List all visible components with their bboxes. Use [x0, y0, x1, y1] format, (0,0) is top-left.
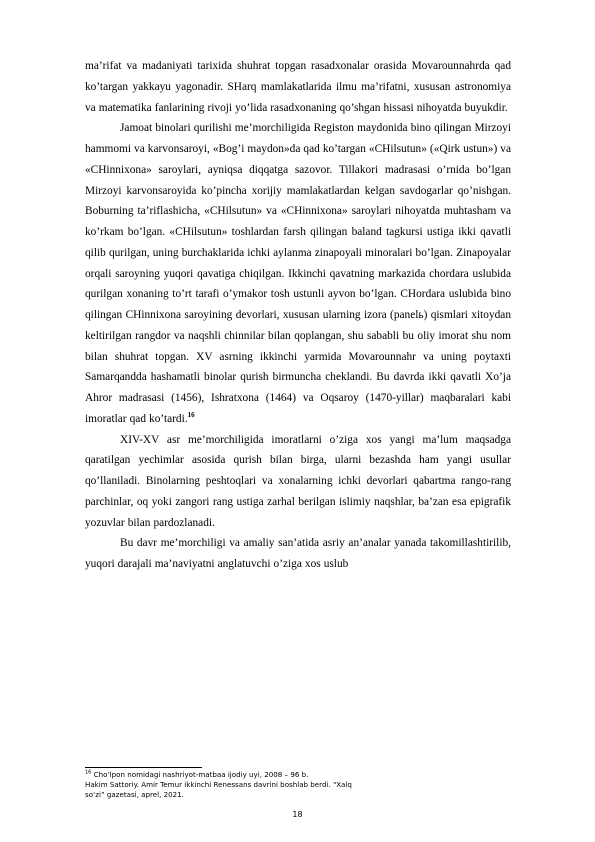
footnotes — [85, 770, 415, 801]
footnote-reference[interactable]: 16 — [187, 410, 195, 419]
paragraph-public-buildings — [85, 118, 511, 429]
page-number: 18 — [292, 810, 303, 819]
paragraph-text: Jamoat binolari qurilishi me’morchiligida Registon maydonida bino qilingan Mirzoyi hammomi va karvonsaroyi, «Bog’i maydon»da qad ko’targan «CHilsutun» («Qirk ustun») va «CHinnixona» saroylari, ayniqsa diqqatga sazovor. Tillakori madrasasi o’rnida bo’lgan Mirzoyi karvonsaroyida ko’pincha xorijiy mamlakatlardan kelgan savdogarlar qo’nishgan. Boburning ta’riflashicha, «CHilsutun» va «CHinnixona» saroylari nihoyatda muhtasham va ko’rkam bo’lgan. «CHilsutun» toshlardan farsh qilingan baland tagkursi ustiga ikki qavatli qilib qurilgan, uning burchaklarida ichki aylanma zinapoyali minoralari bo’lgan. Zinapoyalar orqali saroyning yuqori qavatiga chiqilgan. Ikkinchi qavatning markazida chordara uslubida qurilgan xonaning to’rt tarafi o’ymakor tosh ustunli ayvon bo’lgan. CHordara uslubida bino qilingan CHinnixona saroyining devorlari, xususan ularning izora (panelь) qismlari xitoydan keltirilgan rangdor va naqshli chinnilar bilan qoplangan, shu sababli bu oliy imorat shu nom bilan shuhrat topgan. XV asrning ikkinchi yarmida Movarounnahr va uning poytaxti Samarqandda hashamatli binolar qurish birmuncha cheklandi. Bu davrda ikki qavatli Xo’ja Ahror madrasasi (1456), Ishratxona (1464) va Oqsaroy (1470-yillar) maqbaralari kabi imoratlar qad ko’tardi. — [85, 122, 511, 425]
paragraph-text: XIV-XV asr me’morchiligida imoratlarni o’ziga xos yangi ma’lum maqsadga qaratilgan yechimlar asosida qurish bilan birga, ularni bezashda ham yangi usullar qo’llaniladi. Binolarning peshtoqlari va xonalarning ichki devorlari qabartma rango-rang parchinlar, oq yoki zangori rang ustiga zarhal berilgan islimiy naqshlar, ba’zan esa epigrafik yozuvlar bilan pardozlanadi. — [85, 433, 511, 529]
footnote-line — [85, 780, 415, 790]
footnote-line — [85, 790, 415, 800]
footnote-divider — [85, 767, 202, 768]
footnote-text: Cho’lpon nomidagi nashriyot-matbaa ijodiy uyi, 2008 – 96 b. — [93, 770, 309, 779]
paragraph-decoration — [85, 430, 511, 534]
footnote-line — [85, 770, 415, 780]
footnote-text: so‘zi” gazetasi, aprel, 2021. — [85, 790, 184, 800]
paragraph-text: ma’rifat va madaniyati tarixida shuhrat topgan rasadxonalar orasida Movarounnahrda qad ko’targan yakkayu yagonadir. SHarq mamlakatlarida ilmu ma’rifatni, xususan astronomiya va matematika fanlarining rivoji yo’lida rasadxonaning qo’shgan hissasi nihoyatda buyukdir. — [85, 60, 511, 114]
paragraph-applied-art — [85, 533, 511, 575]
document-body — [85, 56, 511, 575]
footnote-number: 16 — [85, 769, 92, 776]
footnote-text: Hakim Sattoriy. Amir Temur ikkinchi Renessans davrini boshlab berdi. “Xalq — [85, 780, 352, 790]
paragraph-text: Bu davr me’morchiligi va amaliy san’atida asriy an’analar yanada takomillashtirilib, yuqori darajali ma’naviyatni anglatuvchi o’ziga xos uslub — [85, 537, 511, 570]
paragraph-observatory — [85, 56, 511, 118]
